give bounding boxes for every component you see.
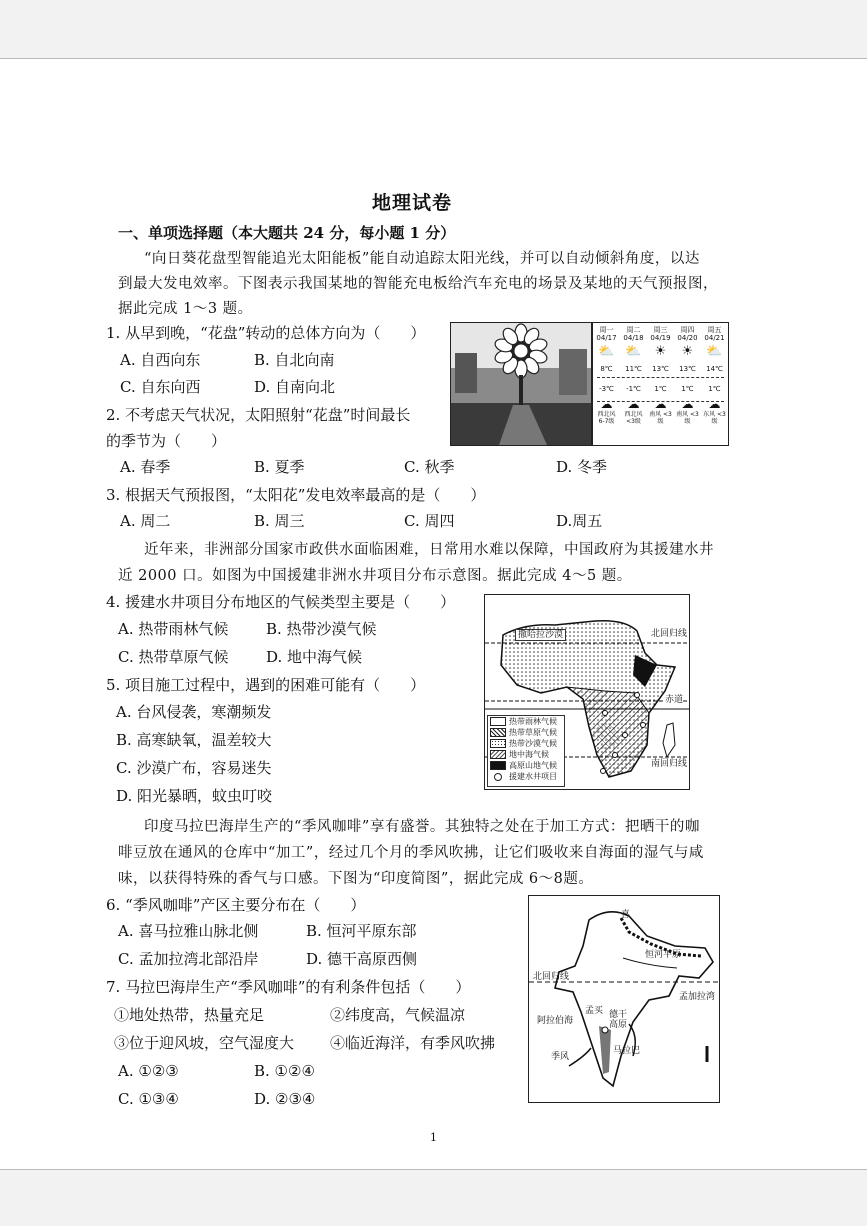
sunflower-solar-photo xyxy=(450,322,592,446)
india-label-ganges-plain: 恒河平原 xyxy=(645,950,682,960)
q2-option-c[interactable]: C. 秋季 xyxy=(404,458,455,476)
q7-option-b[interactable]: B. ①②④ xyxy=(254,1062,315,1080)
q3-option-d[interactable]: D.周五 xyxy=(556,512,603,530)
weather-date-label: 04/19 xyxy=(650,334,671,342)
india-label-mumbai: 孟买 xyxy=(585,1006,604,1016)
intro2-line2: 近 2000 口。如图为中国援建非洲水井项目分布示意图。据此完成 4～5 题。 xyxy=(118,568,632,584)
temp-line-low xyxy=(597,401,724,402)
spacer xyxy=(593,373,620,385)
legend-item xyxy=(488,716,564,727)
spacer xyxy=(701,373,728,385)
spacer xyxy=(674,373,701,385)
india-label-monsoon: 季风 xyxy=(551,1052,570,1062)
cloud-sun-icon: ⛅ xyxy=(625,344,642,359)
q5-option-a[interactable]: A. 台风侵袭，寒潮频发 xyxy=(116,703,272,721)
intro3-line2: 啡豆放在通风的仓库中“加工”，经过几个月的季风吹拂，让它们吸收来自海面的湿气与咸 xyxy=(118,845,704,861)
q6-option-c[interactable]: C. 孟加拉湾北部沿岸 xyxy=(118,950,259,968)
q1-option-d[interactable]: D. 自南向北 xyxy=(254,378,336,396)
weather-low-temp: 1℃ xyxy=(654,385,667,393)
q3-option-b[interactable]: B. 周三 xyxy=(254,512,305,530)
weather-wind: 南风 <3级 xyxy=(649,411,672,425)
q4-option-d[interactable]: D. 地中海气候 xyxy=(266,648,363,666)
q2-stem-line2: 的季节为（ ） xyxy=(106,432,227,450)
weather-day-label: 周一 xyxy=(599,326,614,334)
weather-high-temp: 11℃ xyxy=(625,365,642,373)
page-title: 地理试卷 xyxy=(372,192,453,214)
weather-wind: 南风 <3级 xyxy=(676,411,699,425)
cloud-icon: ☁ xyxy=(708,397,721,411)
weather-high-temp: 14℃ xyxy=(706,365,723,373)
weather-day-5 xyxy=(701,323,728,445)
intro3-line3: 味，以获得特殊的香气与口感。下图为“印度简图”，据此完成 6～8题。 xyxy=(118,871,594,887)
legend-label: 地中海气候 xyxy=(509,749,549,759)
spacer xyxy=(647,373,674,385)
weather-day-label: 周三 xyxy=(653,326,668,334)
cloud-icon: ☁ xyxy=(600,397,613,411)
legend-swatch xyxy=(490,739,506,748)
legend-item xyxy=(488,727,564,738)
weather-day-2 xyxy=(620,323,647,445)
q6-stem: 6. “季风咖啡”产区主要分布在（ ） xyxy=(106,896,366,914)
weather-day-label: 周四 xyxy=(680,326,695,334)
q6-option-a[interactable]: A. 喜马拉雅山脉北侧 xyxy=(118,922,259,940)
sun-icon: ☀ xyxy=(681,344,694,359)
legend-item xyxy=(488,771,564,782)
q2-option-b[interactable]: B. 夏季 xyxy=(254,458,305,476)
q5-option-b[interactable]: B. 高寒缺氧，温差较大 xyxy=(116,731,272,749)
africa-well-map xyxy=(484,594,690,790)
legend-swatch xyxy=(490,728,506,737)
cloud-sun-icon: ⛅ xyxy=(598,344,615,359)
india-map xyxy=(528,895,720,1103)
q4-option-c[interactable]: C. 热带草原气候 xyxy=(118,648,229,666)
map-legend xyxy=(487,715,565,787)
legend-swatch xyxy=(490,750,506,759)
weather-wind: 西北风 <3级 xyxy=(624,411,643,425)
map-label-sahara: 撒哈拉沙漠 xyxy=(515,629,566,641)
cloud-icon: ☁ xyxy=(627,397,640,411)
intro1-line3: 据此完成 1～3 题。 xyxy=(118,301,253,317)
weather-high-temp: 13℃ xyxy=(652,365,669,373)
weather-date-label: 04/17 xyxy=(596,334,617,342)
map-label-equator: 赤道 xyxy=(665,695,684,705)
weather-date-label: 04/21 xyxy=(704,334,725,342)
exam-page xyxy=(0,58,867,1170)
q2-stem-line1: 2. 不考虑天气状况，太阳照射“花盘”时间最长 xyxy=(106,406,411,424)
weather-high-temp: 8℃ xyxy=(600,365,613,373)
q4-option-b[interactable]: B. 热带沙漠气候 xyxy=(266,620,377,638)
legend-label: 热带草原气候 xyxy=(509,727,557,737)
india-label-tropic: 北回归线 xyxy=(533,972,570,982)
weather-wind: 西北风 6-7级 xyxy=(597,411,616,425)
india-label-deccan: 德干高原 xyxy=(609,1010,628,1030)
q6-option-d[interactable]: D. 德干高原西侧 xyxy=(306,950,418,968)
weather-low-temp: -1℃ xyxy=(626,385,641,393)
spacer xyxy=(620,373,647,385)
q1-option-a[interactable]: A. 自西向东 xyxy=(120,351,201,369)
q5-stem: 5. 项目施工过程中，遇到的困难可能有（ ） xyxy=(106,676,426,694)
intro1-line2: 到最大发电效率。下图表示我国某地的智能充电板给汽车充电的场景及某地的天气预报图， xyxy=(118,276,718,292)
weather-day-label: 周五 xyxy=(707,326,722,334)
map-label-tropic-capricorn: 南回归线 xyxy=(651,759,688,769)
sun-icon: ☀ xyxy=(654,344,667,359)
q7-option-d[interactable]: D. ②③④ xyxy=(254,1090,316,1108)
q7-option-a[interactable]: A. ①②③ xyxy=(118,1062,179,1080)
legend-label: 热带沙漠气候 xyxy=(509,738,557,748)
temp-line xyxy=(597,377,724,378)
q2-option-a[interactable]: A. 春季 xyxy=(120,458,171,476)
india-label-malabar: 马拉巴 xyxy=(613,1046,641,1056)
weather-day-1 xyxy=(593,323,620,445)
weather-high-temp: 13℃ xyxy=(679,365,696,373)
legend-swatch xyxy=(494,773,502,781)
legend-item xyxy=(488,749,564,760)
q6-option-b[interactable]: B. 恒河平原东部 xyxy=(306,922,417,940)
weather-date-label: 04/18 xyxy=(623,334,644,342)
sunflower-photo-graphic xyxy=(451,323,591,445)
legend-label: 援建水井项目 xyxy=(509,771,557,781)
weather-day-3 xyxy=(647,323,674,445)
q4-stem: 4. 援建水井项目分布地区的气候类型主要是（ ） xyxy=(106,593,456,611)
q7-statement-4: ④临近海洋，有季风吹拂 xyxy=(330,1034,496,1052)
weather-low-temp: -3℃ xyxy=(599,385,614,393)
weather-low-temp: 1℃ xyxy=(681,385,694,393)
q7-statement-3: ③位于迎风坡，空气湿度大 xyxy=(114,1034,295,1052)
q3-option-a[interactable]: A. 周二 xyxy=(120,512,171,530)
q1-stem: 1. 从早到晚，“花盘”转动的总体方向为（ ） xyxy=(106,324,426,342)
weather-low-temp: 1℃ xyxy=(708,385,721,393)
intro1-line1: “向日葵花盘型智能追光太阳能板”能自动追踪太阳光线，并可以自动倾斜角度，以达 xyxy=(144,251,700,267)
weather-day-label: 周二 xyxy=(626,326,641,334)
q4-option-a[interactable]: A. 热带雨林气候 xyxy=(118,620,229,638)
weather-day-4 xyxy=(674,323,701,445)
q7-stem: 7. 马拉巴海岸生产“季风咖啡”的有利条件包括（ ） xyxy=(106,978,471,996)
q7-option-c[interactable]: C. ①③④ xyxy=(118,1090,179,1108)
q3-option-c[interactable]: C. 周四 xyxy=(404,512,455,530)
section-heading: 一、单项选择题（本大题共 24 分，每小题 1 分） xyxy=(118,224,456,242)
q7-statement-1: ①地处热带，热量充足 xyxy=(114,1006,265,1024)
cloud-icon: ☁ xyxy=(681,397,694,411)
intro3-line1: 印度马拉巴海岸生产的“季风咖啡”享有盛誉。其独特之处在于加工方式：把晒干的咖 xyxy=(144,819,700,835)
india-label-arabian-sea: 阿拉伯海 xyxy=(537,1016,574,1026)
q7-statement-2: ②纬度高，气候温凉 xyxy=(330,1006,466,1024)
q2-option-d[interactable]: D. 冬季 xyxy=(556,458,608,476)
map-label-tropic-cancer: 北回归线 xyxy=(651,629,688,639)
intro2-line1: 近年来，非洲部分国家市政供水面临困难，日常用水难以保障，中国政府为其援建水井 xyxy=(144,542,714,558)
cloud-sun-icon: ⛅ xyxy=(706,344,723,359)
weather-wind: 东风 <3级 xyxy=(703,411,726,425)
legend-label: 热带雨林气候 xyxy=(509,716,557,726)
legend-item xyxy=(488,760,564,771)
india-label-bay-of-bengal: 孟加拉湾 xyxy=(679,992,716,1002)
cloud-icon: ☁ xyxy=(654,397,667,411)
q1-option-b[interactable]: B. 自北向南 xyxy=(254,351,335,369)
q5-option-c[interactable]: C. 沙漠广布，容易迷失 xyxy=(116,759,272,777)
weather-forecast-panel xyxy=(592,322,729,446)
india-label-himalaya: 喜 xyxy=(621,910,631,920)
legend-swatch xyxy=(490,717,506,726)
q3-stem: 3. 根据天气预报图，“太阳花”发电效率最高的是（ ） xyxy=(106,486,486,504)
weather-date-label: 04/20 xyxy=(677,334,698,342)
legend-label: 高原山地气候 xyxy=(509,760,557,770)
legend-item xyxy=(488,738,564,749)
q5-option-d[interactable]: D. 阳光暴晒，蚊虫叮咬 xyxy=(116,787,273,805)
legend-swatch xyxy=(490,761,506,770)
q1-option-c[interactable]: C. 自东向西 xyxy=(120,378,201,396)
page-number: 1 xyxy=(430,1131,437,1144)
